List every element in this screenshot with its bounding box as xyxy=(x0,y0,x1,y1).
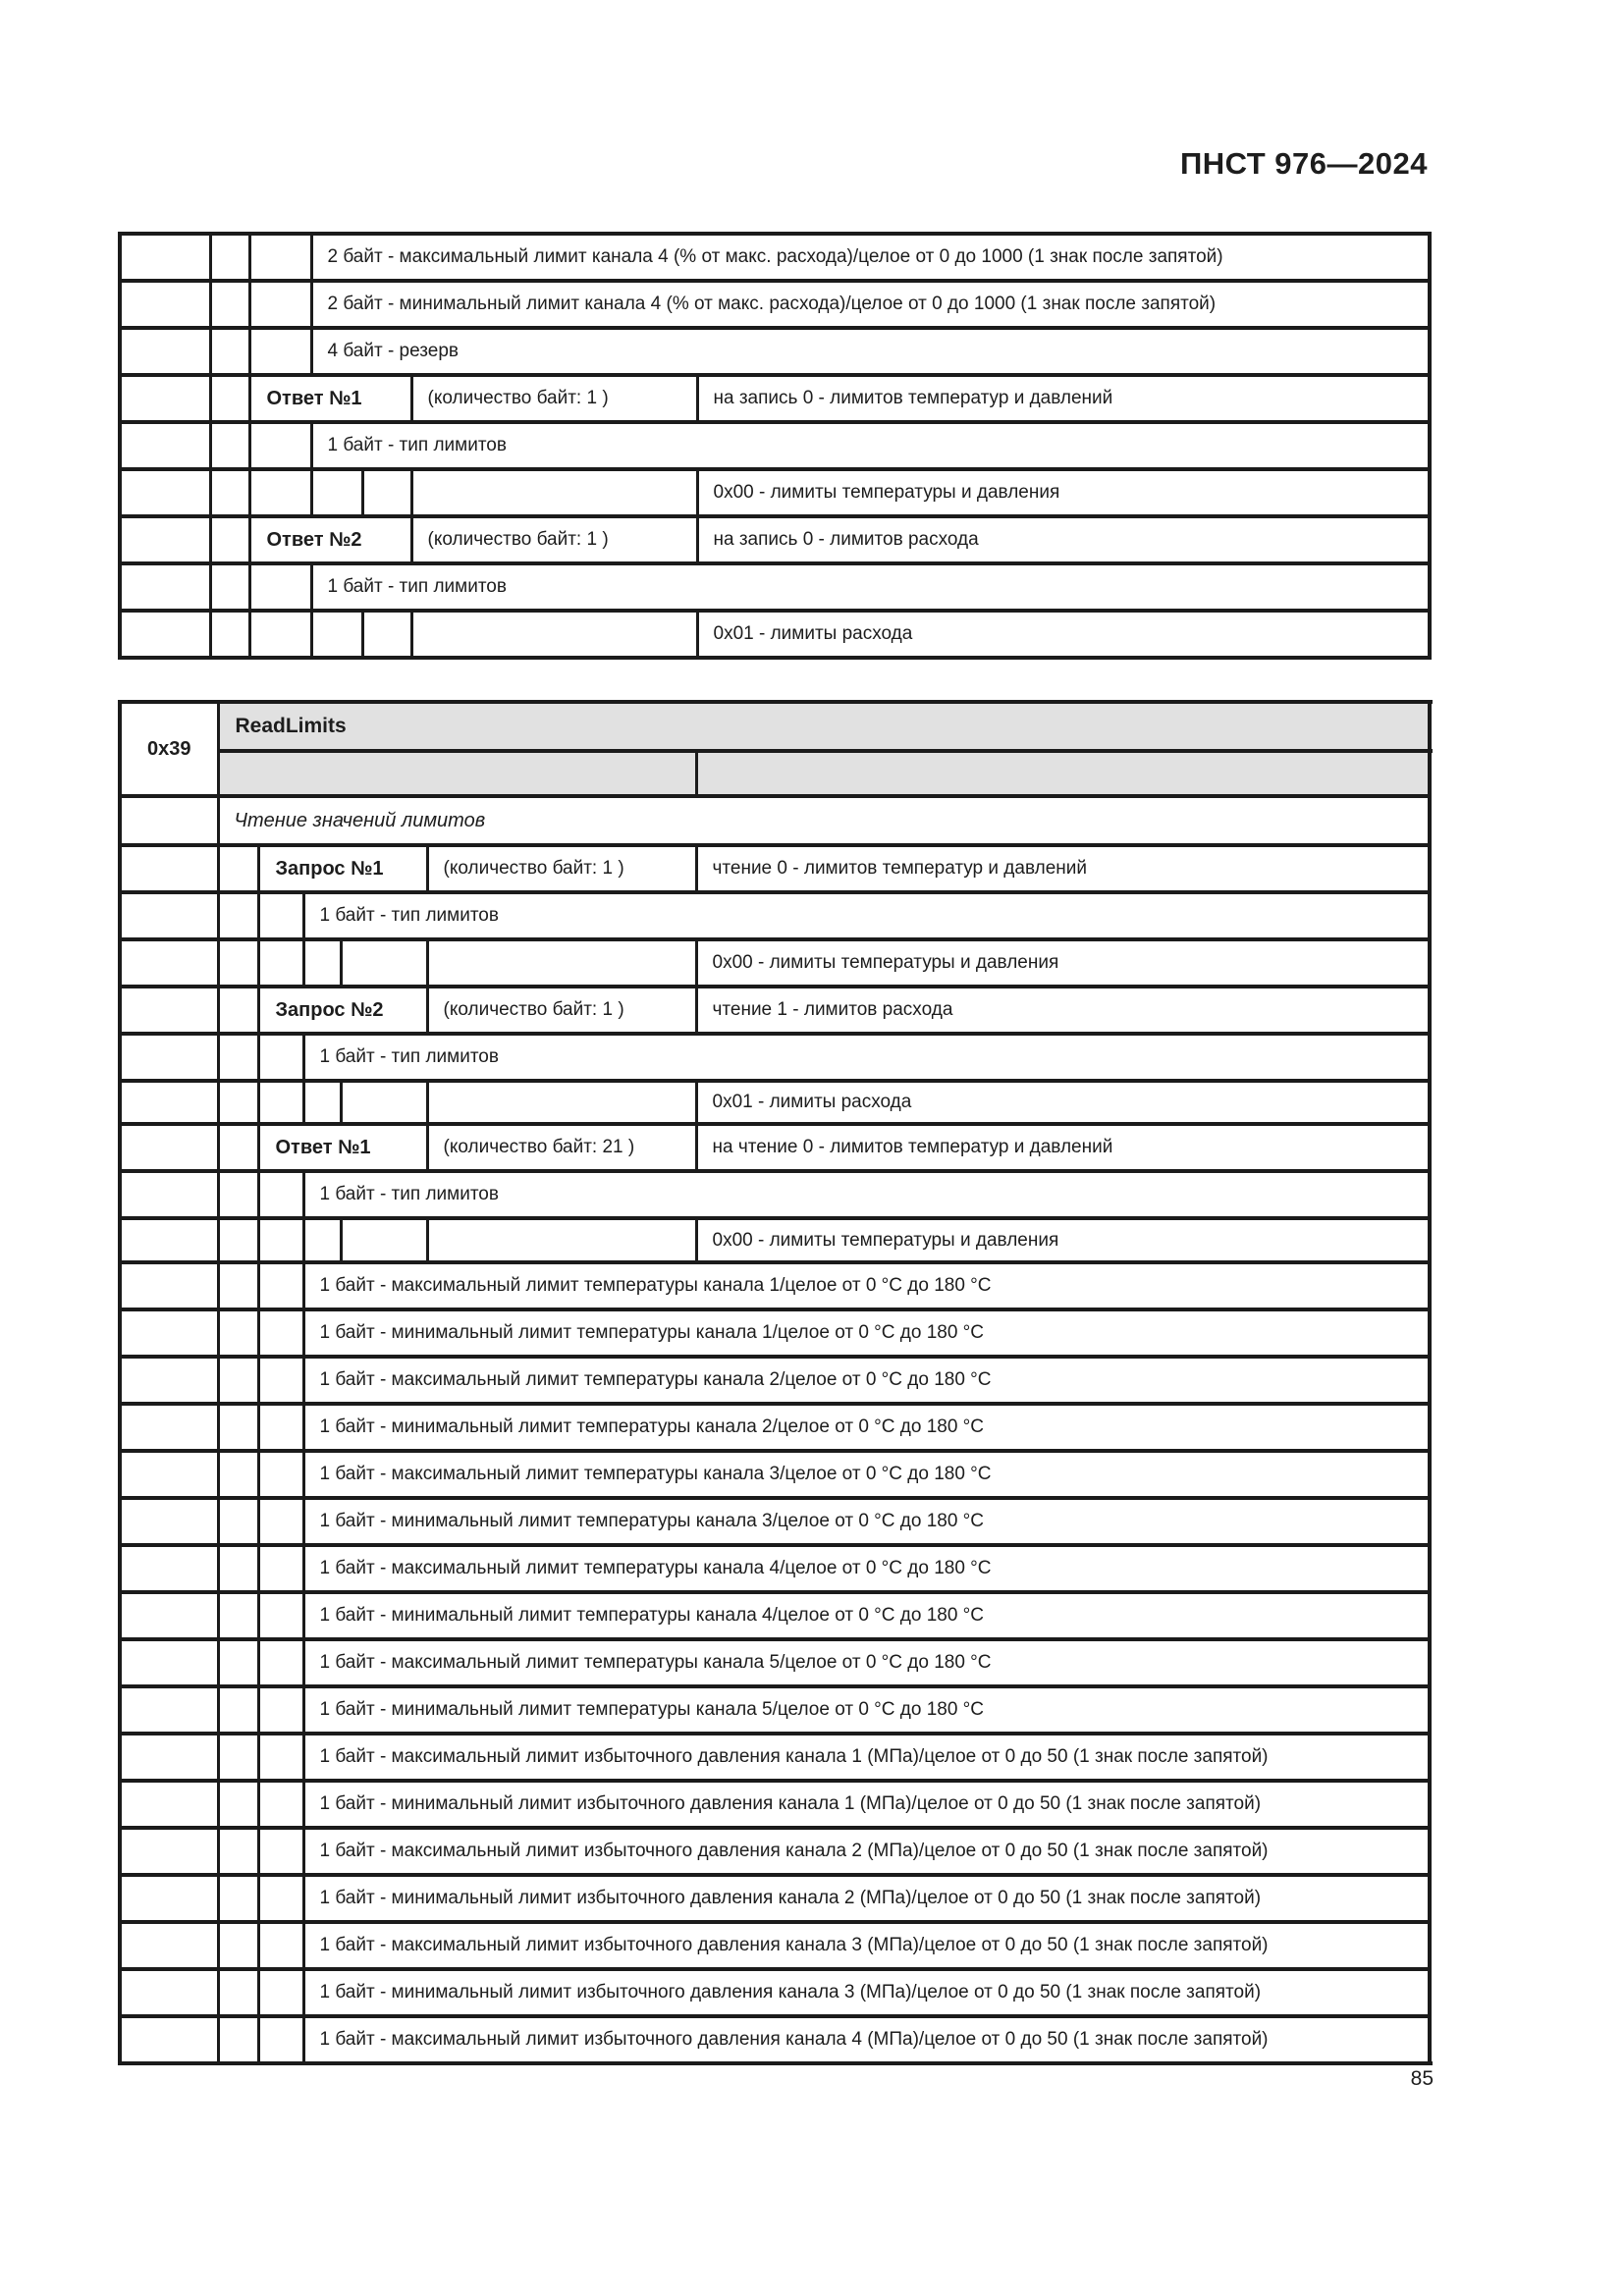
table-cell-empty xyxy=(210,375,249,422)
table-cell-empty xyxy=(210,234,249,281)
table-cell-empty xyxy=(120,1081,218,1124)
table-cell-empty xyxy=(258,1309,303,1357)
table-row xyxy=(120,422,1430,469)
table-cell-text: Запрос №1 xyxy=(258,845,427,892)
table-row xyxy=(120,1592,1430,1639)
table-cell-empty xyxy=(120,1828,218,1875)
table-cell-empty xyxy=(258,1592,303,1639)
table-cell-text: 0x00 - лимиты температуры и давления xyxy=(696,1218,1430,1262)
table-cell-empty xyxy=(218,845,258,892)
table-cell-empty xyxy=(210,516,249,563)
table-cell-text: ReadLimits xyxy=(218,702,1430,751)
table-cell-empty xyxy=(218,1262,258,1309)
table-cell-text: 2 байт - максимальный лимит канала 4 (% от макс. расхода)/целое от 0 до 1000 (1 знак после запятой) xyxy=(311,234,1430,281)
table-row xyxy=(120,751,1430,796)
table-cell-empty xyxy=(249,422,311,469)
write-limits-table-continuation-grid xyxy=(118,232,1432,660)
page-number: 85 xyxy=(1410,2067,1434,2090)
table-row xyxy=(120,892,1430,939)
table-row xyxy=(120,328,1430,375)
table-cell-text: 1 байт - максимальный лимит температуры канала 2/целое от 0 °С до 180 °С xyxy=(303,1357,1430,1404)
table-cell-text: 1 байт - максимальный лимит температуры канала 3/целое от 0 °С до 180 °С xyxy=(303,1451,1430,1498)
table-cell-text: 0x01 - лимиты расхода xyxy=(696,1081,1430,1124)
table-row xyxy=(120,469,1430,516)
table-cell-empty xyxy=(341,1081,427,1124)
table-row xyxy=(120,845,1430,892)
table-cell-empty xyxy=(411,469,697,516)
table-row xyxy=(120,1171,1430,1218)
table-cell-empty xyxy=(218,1969,258,2016)
table-cell-empty xyxy=(120,1781,218,1828)
table-cell-empty xyxy=(258,1875,303,1922)
table-cell-text: 1 байт - тип лимитов xyxy=(303,892,1430,939)
table-cell-text: 1 байт - минимальный лимит избыточного давления канала 3 (МПа)/целое от 0 до 50 (1 знак после запятой) xyxy=(303,1969,1430,2016)
table-cell-empty xyxy=(218,1875,258,1922)
standard-code-header: ПНСТ 976—2024 xyxy=(1179,146,1428,181)
table-row xyxy=(120,1498,1430,1545)
table-cell-empty xyxy=(258,1969,303,2016)
table-cell-empty xyxy=(120,939,218,987)
table-cell-empty xyxy=(120,1451,218,1498)
table-cell-text: (количество байт: 1 ) xyxy=(427,987,696,1034)
table-cell-empty xyxy=(120,516,210,563)
table-cell-empty xyxy=(218,1686,258,1734)
table-cell-empty xyxy=(210,563,249,611)
table-row xyxy=(120,234,1430,281)
table-cell-text: 1 байт - минимальный лимит температуры канала 3/целое от 0 °С до 180 °С xyxy=(303,1498,1430,1545)
table-cell-empty xyxy=(258,1781,303,1828)
table-cell-empty xyxy=(258,2016,303,2063)
table-cell-empty xyxy=(258,1081,303,1124)
table-cell-empty xyxy=(427,939,696,987)
table-cell-empty xyxy=(218,1734,258,1781)
table-cell-empty xyxy=(258,1451,303,1498)
table-cell-empty xyxy=(210,611,249,658)
table-cell-text: 1 байт - тип лимитов xyxy=(303,1171,1430,1218)
table-cell-empty xyxy=(218,1592,258,1639)
table-cell-empty xyxy=(218,1309,258,1357)
table-row xyxy=(120,1922,1430,1969)
table-cell-text: 1 байт - минимальный лимит температуры канала 1/целое от 0 °С до 180 °С xyxy=(303,1309,1430,1357)
table-row xyxy=(120,1034,1430,1081)
table-cell-empty xyxy=(210,328,249,375)
table-cell-text: 1 байт - максимальный лимит температуры канала 4/целое от 0 °С до 180 °С xyxy=(303,1545,1430,1592)
table-cell-empty xyxy=(120,1592,218,1639)
table-cell-empty xyxy=(210,469,249,516)
table-row xyxy=(120,1734,1430,1781)
table-row xyxy=(120,611,1430,658)
table-cell-empty xyxy=(303,939,341,987)
table-cell-text: 0x01 - лимиты расхода xyxy=(697,611,1430,658)
table-row xyxy=(120,1357,1430,1404)
table-cell-text: 0x39 xyxy=(120,702,218,796)
table-cell-text: (количество байт: 1 ) xyxy=(411,375,697,422)
table-cell-empty xyxy=(120,375,210,422)
table-cell-empty xyxy=(218,1498,258,1545)
table-cell-empty xyxy=(249,234,311,281)
table-row xyxy=(120,1404,1430,1451)
table-cell-empty xyxy=(120,1875,218,1922)
table-row xyxy=(120,702,1430,751)
table-row xyxy=(120,1081,1430,1124)
table-cell-empty xyxy=(120,2016,218,2063)
table-cell-text: 1 байт - максимальный лимит избыточного давления канала 1 (МПа)/целое от 0 до 50 (1 знак после запятой) xyxy=(303,1734,1430,1781)
table-cell-text: 1 байт - максимальный лимит избыточного давления канала 2 (МПа)/целое от 0 до 50 (1 знак после запятой) xyxy=(303,1828,1430,1875)
table-cell-empty xyxy=(218,939,258,987)
table-cell-empty xyxy=(218,1081,258,1124)
table-cell-empty xyxy=(258,1171,303,1218)
table-cell-empty xyxy=(258,939,303,987)
table-cell-text: чтение 1 - лимитов расхода xyxy=(696,987,1430,1034)
table-row xyxy=(120,281,1430,328)
table-cell-empty xyxy=(696,751,1430,796)
table-row xyxy=(120,1781,1430,1828)
table-cell-empty xyxy=(120,611,210,658)
table-row xyxy=(120,1451,1430,1498)
table-row xyxy=(120,1262,1430,1309)
table-cell-text: Запрос №2 xyxy=(258,987,427,1034)
table-cell-text: 0x00 - лимиты температуры и давления xyxy=(696,939,1430,987)
table-row xyxy=(120,987,1430,1034)
table-row xyxy=(120,1686,1430,1734)
table-cell-empty xyxy=(341,1218,427,1262)
table-cell-text: 4 байт - резерв xyxy=(311,328,1430,375)
table-cell-text: 1 байт - минимальный лимит температуры канала 5/целое от 0 °С до 180 °С xyxy=(303,1686,1430,1734)
table-cell-empty xyxy=(258,1686,303,1734)
table-cell-empty xyxy=(218,1404,258,1451)
table-cell-text: 1 байт - максимальный лимит избыточного давления канала 3 (МПа)/целое от 0 до 50 (1 знак после запятой) xyxy=(303,1922,1430,1969)
table-cell-empty xyxy=(427,1218,696,1262)
table-cell-empty xyxy=(411,611,697,658)
table-cell-text: (количество байт: 1 ) xyxy=(427,845,696,892)
table-cell-empty xyxy=(120,1357,218,1404)
table-cell-empty xyxy=(362,611,411,658)
table-cell-empty xyxy=(258,1922,303,1969)
table-cell-empty xyxy=(120,1498,218,1545)
table-cell-empty xyxy=(258,1545,303,1592)
table-cell-empty xyxy=(120,1218,218,1262)
table-cell-empty xyxy=(218,1781,258,1828)
table-cell-empty xyxy=(311,611,362,658)
table-row xyxy=(120,1124,1430,1171)
table-cell-text: 1 байт - максимальный лимит температуры канала 5/целое от 0 °С до 180 °С xyxy=(303,1639,1430,1686)
table-cell-empty xyxy=(218,1034,258,1081)
table-cell-empty xyxy=(120,1545,218,1592)
table-cell-text: Ответ №1 xyxy=(258,1124,427,1171)
table-cell-text: (количество байт: 1 ) xyxy=(411,516,697,563)
table-cell-empty xyxy=(120,1309,218,1357)
table-cell-empty xyxy=(120,1639,218,1686)
table-cell-text: 1 байт - максимальный лимит избыточного давления канала 4 (МПа)/целое от 0 до 50 (1 знак после запятой) xyxy=(303,2016,1430,2063)
table-cell-empty xyxy=(120,987,218,1034)
table-row xyxy=(120,1828,1430,1875)
table-cell-text: 1 байт - минимальный лимит избыточного давления канала 2 (МПа)/целое от 0 до 50 (1 знак после запятой) xyxy=(303,1875,1430,1922)
table-row xyxy=(120,1309,1430,1357)
table-cell-empty xyxy=(120,1922,218,1969)
table-cell-empty xyxy=(303,1218,341,1262)
table-row xyxy=(120,1545,1430,1592)
table-cell-empty xyxy=(120,422,210,469)
table-cell-empty xyxy=(249,611,311,658)
table-cell-empty xyxy=(258,1404,303,1451)
readlimits-command-table-grid xyxy=(118,700,1432,2065)
table-cell-empty xyxy=(311,469,362,516)
table-cell-empty xyxy=(120,1969,218,2016)
table-cell-empty xyxy=(218,1218,258,1262)
table-cell-text: на запись 0 - лимитов температур и давлений xyxy=(697,375,1430,422)
table-cell-empty xyxy=(218,2016,258,2063)
table-cell-empty xyxy=(210,281,249,328)
table-row xyxy=(120,516,1430,563)
table-cell-empty xyxy=(249,281,311,328)
table-row xyxy=(120,375,1430,422)
table-row xyxy=(120,796,1430,845)
table-cell-empty xyxy=(120,845,218,892)
table-cell-empty xyxy=(218,987,258,1034)
table-cell-empty xyxy=(362,469,411,516)
table-cell-empty xyxy=(258,1218,303,1262)
table-cell-empty xyxy=(218,1545,258,1592)
table-cell-empty xyxy=(218,1357,258,1404)
table-cell-text: 2 байт - минимальный лимит канала 4 (% от макс. расхода)/целое от 0 до 1000 (1 знак после запятой) xyxy=(311,281,1430,328)
table-cell-text: Чтение значений лимитов xyxy=(218,796,1430,845)
table-cell-text: 1 байт - тип лимитов xyxy=(311,563,1430,611)
table-cell-text: (количество байт: 21 ) xyxy=(427,1124,696,1171)
table-cell-empty xyxy=(258,1262,303,1309)
table-cell-text: 0x00 - лимиты температуры и давления xyxy=(697,469,1430,516)
table-row xyxy=(120,939,1430,987)
write-limits-table-continuation xyxy=(118,232,1432,660)
table-cell-empty xyxy=(218,1171,258,1218)
table-cell-empty xyxy=(258,1357,303,1404)
table-cell-empty xyxy=(258,1734,303,1781)
table-cell-empty xyxy=(120,1734,218,1781)
table-cell-empty xyxy=(120,234,210,281)
table-cell-empty xyxy=(120,892,218,939)
table-cell-empty xyxy=(120,1124,218,1171)
table-cell-empty xyxy=(120,1262,218,1309)
table-cell-empty xyxy=(218,1639,258,1686)
table-cell-text: на чтение 0 - лимитов температур и давлений xyxy=(696,1124,1430,1171)
table-cell-empty xyxy=(258,892,303,939)
table-cell-empty xyxy=(120,1404,218,1451)
table-cell-empty xyxy=(218,1451,258,1498)
table-cell-empty xyxy=(249,563,311,611)
table-cell-empty xyxy=(120,796,218,845)
table-cell-empty xyxy=(120,563,210,611)
table-cell-empty xyxy=(258,1828,303,1875)
table-cell-text: Ответ №1 xyxy=(249,375,411,422)
table-cell-empty xyxy=(120,1034,218,1081)
table-cell-empty xyxy=(218,1124,258,1171)
table-cell-empty xyxy=(120,281,210,328)
table-cell-text: 1 байт - тип лимитов xyxy=(303,1034,1430,1081)
table-cell-empty xyxy=(303,1081,341,1124)
table-cell-empty xyxy=(341,939,427,987)
table-cell-text: 1 байт - максимальный лимит температуры канала 1/целое от 0 °С до 180 °С xyxy=(303,1262,1430,1309)
table-cell-empty xyxy=(258,1498,303,1545)
table-row xyxy=(120,1639,1430,1686)
table-cell-empty xyxy=(218,1922,258,1969)
table-cell-text: 1 байт - тип лимитов xyxy=(311,422,1430,469)
table-row xyxy=(120,563,1430,611)
table-cell-empty xyxy=(249,469,311,516)
readlimits-command-table xyxy=(118,700,1432,2065)
table-cell-text: 1 байт - минимальный лимит температуры канала 4/целое от 0 °С до 180 °С xyxy=(303,1592,1430,1639)
table-row xyxy=(120,1218,1430,1262)
table-cell-empty xyxy=(120,328,210,375)
table-cell-empty xyxy=(258,1034,303,1081)
table-cell-empty xyxy=(427,1081,696,1124)
table-cell-text: чтение 0 - лимитов температур и давлений xyxy=(696,845,1430,892)
table-cell-empty xyxy=(120,469,210,516)
table-cell-empty xyxy=(120,1171,218,1218)
table-cell-text: 1 байт - минимальный лимит избыточного давления канала 1 (МПа)/целое от 0 до 50 (1 знак после запятой) xyxy=(303,1781,1430,1828)
table-cell-empty xyxy=(249,328,311,375)
table-cell-empty xyxy=(258,1639,303,1686)
table-row xyxy=(120,1875,1430,1922)
table-cell-empty xyxy=(210,422,249,469)
table-cell-text: на запись 0 - лимитов расхода xyxy=(697,516,1430,563)
table-cell-empty xyxy=(218,892,258,939)
table-row xyxy=(120,1969,1430,2016)
table-cell-empty xyxy=(218,751,696,796)
table-cell-text: Ответ №2 xyxy=(249,516,411,563)
table-cell-empty xyxy=(120,1686,218,1734)
table-cell-text: 1 байт - минимальный лимит температуры канала 2/целое от 0 °С до 180 °С xyxy=(303,1404,1430,1451)
table-cell-empty xyxy=(218,1828,258,1875)
table-row xyxy=(120,2016,1430,2063)
